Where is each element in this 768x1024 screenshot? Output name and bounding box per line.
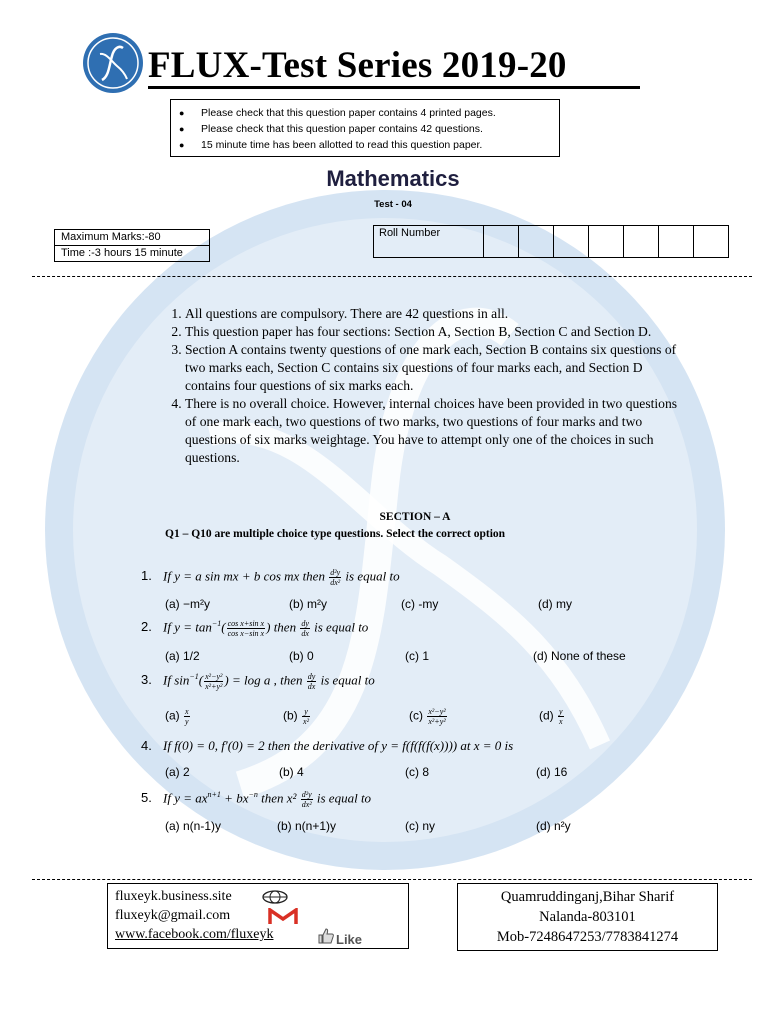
address-line: Nalanda-803101 [539,909,636,925]
option[interactable]: (a) 2 [165,765,190,779]
option[interactable]: (a) 1/2 [165,649,200,663]
option[interactable]: (b) m²y [289,597,327,611]
instruction-item: 4. There is no overall choice. However, internal choices have been provided in two questions of one mark each, two questions of two marks, two questions of four marks and two questions of six marks weightage. You have to attempt only one of the choices in such questions. [185,395,684,467]
email-link[interactable]: fluxeyk@gmail.com [115,908,231,923]
flux-logo [82,32,144,94]
dashed-divider [32,276,752,277]
globe-icon [257,890,297,904]
option[interactable]: (c) $\frac{\text{x²−y²}}{\text{x²+y²}}$ [409,707,446,726]
like-label[interactable]: Like [336,932,363,947]
roll-cell[interactable] [694,226,728,257]
roll-cell[interactable] [589,226,624,257]
note-item: ● Please check that this question paper contains 4 printed pages. [179,107,496,119]
subject-heading: Mathematics [326,166,460,191]
question-5: 5. If $y = ax^{n+1} + bx^{-n}$ then x² $\frac{\text{d²y}}{\text{dx²}}$ is equal to [141,790,372,809]
option[interactable]: (b) 0 [289,649,314,663]
website-link[interactable]: fluxeyk.business.site [115,889,232,904]
section-title: SECTION – A [379,511,451,523]
instruction-item: 3. Section A contains twenty questions of one mark each, Section B contains six questions of two marks each, Section C contains six questions of four marks each, and Section D contains four questions of six marks each. [185,341,684,395]
thumbs-up-icon [317,928,335,944]
option[interactable]: (b) 4 [279,765,304,779]
option[interactable]: (d) my [538,597,572,611]
note-item: ● 15 minute time has been allotted to read this question paper. [179,139,483,151]
test-number: Test - 04 [374,199,412,210]
option[interactable]: (b) n(n+1)y [277,819,337,833]
question-1: 1. If y = a sin mx + b cos mx then $\frac{\text{d²y}}{\text{dx²}}$ is equal to [141,568,400,587]
address-box [457,883,718,951]
option[interactable]: (a) $\frac{x}{y}$ [165,707,189,726]
gmail-icon [268,908,298,925]
page-title: FLUX-Test Series 2019-20 [148,45,567,86]
instruction-item: 1. All questions are compulsory. There are 42 questions in all. [185,305,684,323]
note-item: ● Please check that this question paper contains 42 questions. [179,123,483,135]
section-subtitle: Q1 – Q10 are multiple choice type questions. Select the correct option [165,528,506,540]
max-marks: Maximum Marks:-80 [61,231,161,243]
question-3: 3. If $\sin^{-1}$( $\frac{\text{x²−y²}}{\text{x²+y²}}$ ) = log a , then $\frac{dy}{dx}$ is equal to [141,672,375,691]
option[interactable]: (c) 1 [405,649,429,663]
phone-line: Mob-7248647253/7783841274 [496,929,679,945]
option[interactable]: (c) 8 [405,765,429,779]
roll-cell[interactable] [519,226,554,257]
instruction-item: 2. This question paper has four sections: Section A, Section B, Section C and Section D. [185,323,684,341]
option[interactable]: (d) 16 [536,765,568,779]
contact-box [107,883,409,949]
question-4: 4. If f(0) = 0, f′(0) = 2 then the derivative of y = f(f(f(f(x)))) at x = 0 is [141,738,514,753]
address-line: Quamruddinganj,Bihar Sharif [500,889,675,905]
roll-number-box [373,225,729,258]
roll-cell[interactable] [659,226,694,257]
facebook-link[interactable]: www.facebook.com/fluxeyk [115,927,274,942]
option[interactable]: (a) n(n-1)y [165,819,222,833]
roll-cell[interactable] [624,226,659,257]
dashed-divider [32,879,752,880]
option[interactable]: (d) $\frac{y}{x}$ [539,707,563,726]
roll-cell[interactable] [554,226,589,257]
instructions [164,305,684,467]
option[interactable]: (c) -my [401,597,439,611]
title-underline [148,86,640,89]
roll-cell[interactable] [484,226,519,257]
question-2: 2. If $y = \tan^{-1}$( $\frac{\text{cos x+sin x}}{\text{cos x−sin x}}$ ) then $\frac{dy}{dx}$ is equal to [141,619,369,638]
option[interactable]: (d) n²y [536,819,571,833]
option[interactable]: (b) $\frac{y}{\text{x²}}$ [283,707,309,726]
notes-box [170,99,560,157]
marks-box [54,229,210,262]
option[interactable]: (d) None of these [533,649,626,663]
option[interactable]: (a) −m²y [165,597,210,611]
time-limit: Time :-3 hours 15 minute [55,245,209,261]
option[interactable]: (c) ny [405,819,435,833]
roll-number-label: Roll Number [374,226,484,257]
